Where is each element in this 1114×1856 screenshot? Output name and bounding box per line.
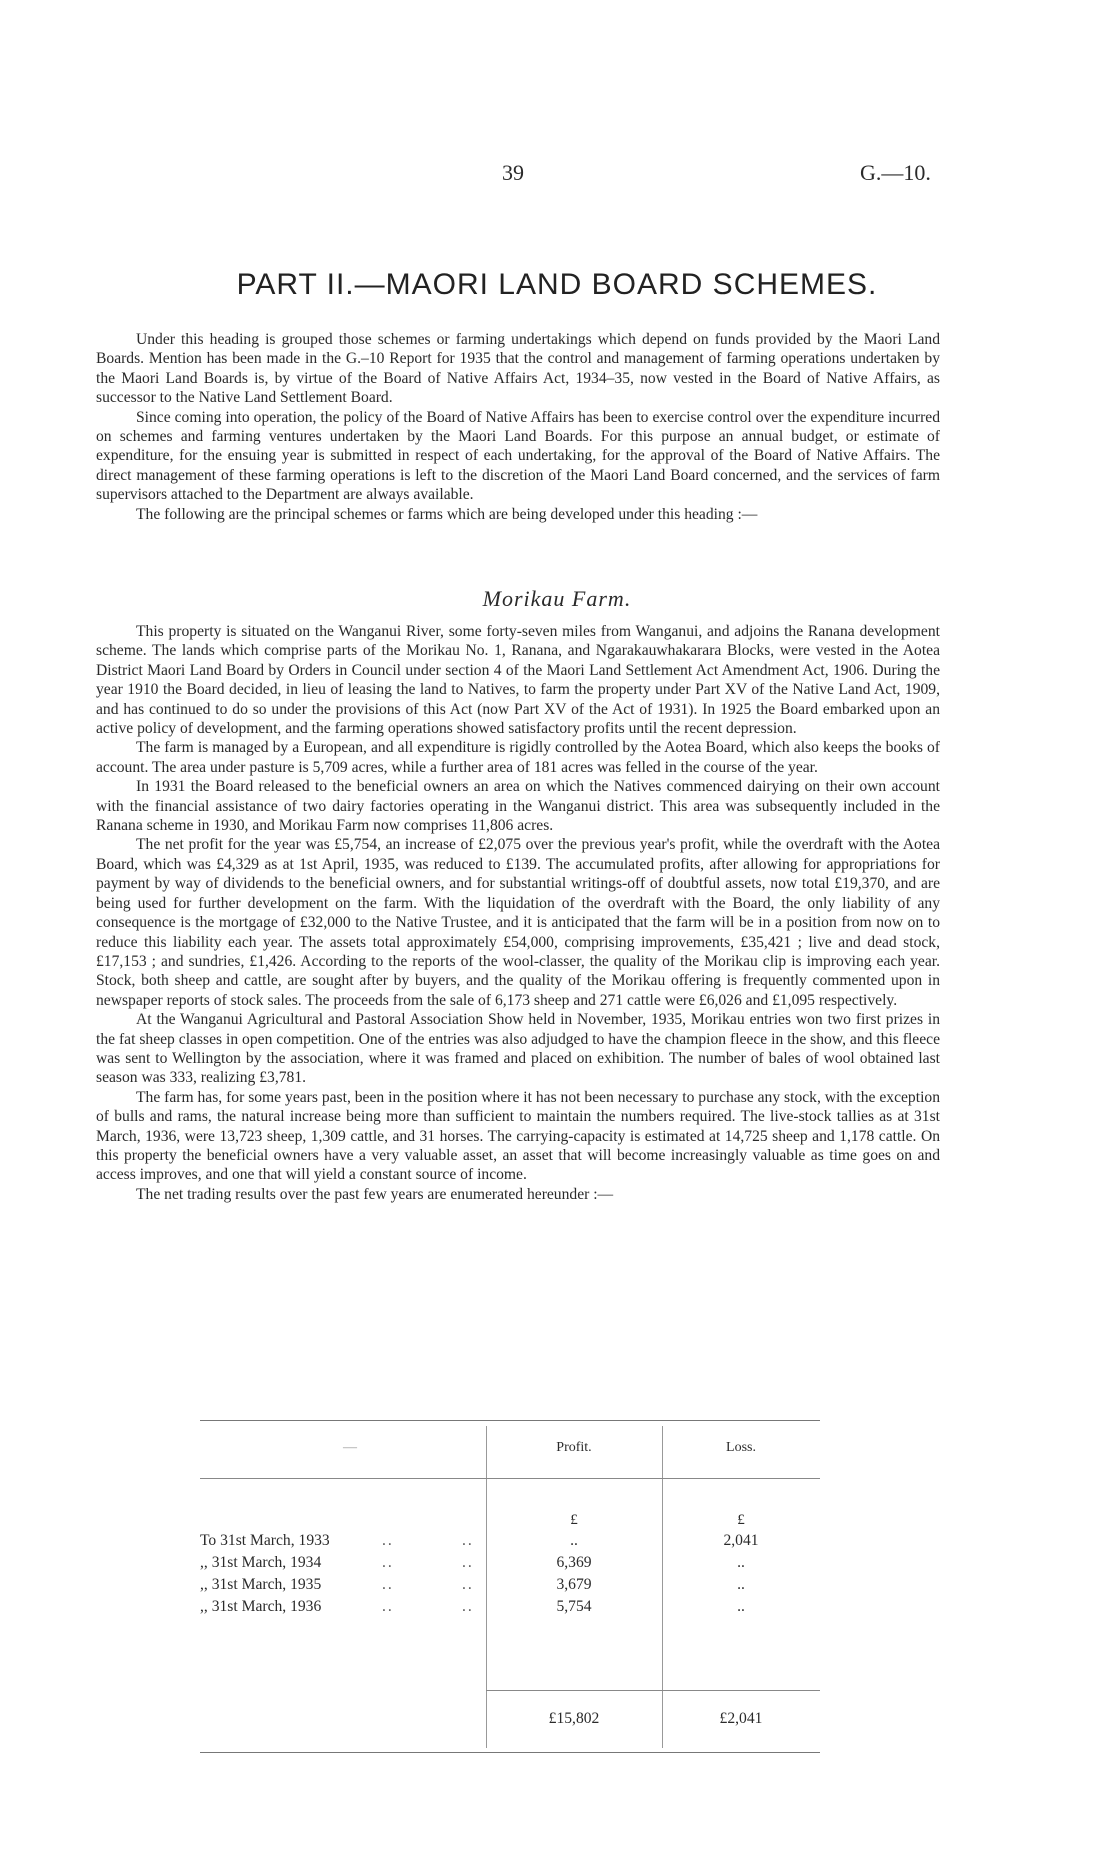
farm-paragraph: The net profit for the year was £5,754, an increase of £2,075 over the previous year's profit, while the overdraft with the Aotea Board, which was £4,329 as at 1st April, 1935, was reduced to £139. The accumulated profits, after allowing for appropriations for payment by way of dividends to the beneficial owners, and for substantial writings-off of doubtful assets, now total £19,370, and are being used for further development on the farm. With the liquidation of the overdraft with the Board, the only liability of any consequence is the mortgage of £32,000 to the Native Trustee, and it is anticipated that the farm will be in a position from now on to reduce this liability each year. The assets total approximately £54,000, comprising improvements, £35,421 ; live and dead stock, £17,153 ; and sundries, £1,426. According to the reports of the wool-classer, the quality of the Morikau clip is improving each year. Stock, both sheep and cattle, are sought after by buyers, and the quality of the Morikau offering is frequently commented upon in newspaper reports of stock sales. The proceeds from the sale of 6,173 sheep and 271 cattle were £6,026 and £1,095 respectively. <box>96 836 940 1009</box>
loss-currency-unit: £ <box>737 1512 745 1528</box>
loss-cell: .. <box>737 1576 745 1593</box>
total-profit-cell: £15,802 <box>548 1710 600 1727</box>
row-label: To 31st March, 1933 <box>200 1532 330 1549</box>
farm-paragraph: At the Wanganui Agricultural and Pastoral Association Show held in November, 1935, Morikau entries won two first prizes in the fat sheep classes in open competition. One of the entries was also adjudged to have the champion fleece in the show, and this fleece was sent to Wellington by the association, where it was framed and placed on exhibition. The number of bales of wool obtained last season was 333, realizing £3,781. <box>96 1011 940 1087</box>
profit-cell: 6,369 <box>556 1554 592 1571</box>
table-row <box>200 1554 820 1576</box>
report-code: G.—10. <box>860 160 931 185</box>
dot-leader: .. <box>382 1576 394 1593</box>
table-bottom-rule <box>200 1752 820 1753</box>
blank-column-header: — <box>343 1440 357 1455</box>
intro-paragraph: Since coming into operation, the policy of the Board of Native Affairs has been to exercise control over the expenditure incurred on schemes and farming ventures undertaken by the Maori Land Boards. For this purpose an annual budget, or estimate of expenditure, for the ensuing year is submitted in respect of each undertaking, for the approval of the Board of Native Affairs. The direct management of these farming operations is left to the discretion of the Maori Land Board concerned, and the services of farm supervisors attached to the Department are always available. <box>96 408 940 504</box>
page-number: 39 <box>502 160 524 185</box>
table-top-rule <box>200 1420 820 1421</box>
farm-paragraph: The net trading results over the past few years are enumerated hereunder :— <box>136 1185 614 1203</box>
table-sum-rule <box>486 1690 820 1691</box>
profit-cell: .. <box>570 1532 578 1549</box>
section-heading: Morikau Farm. <box>482 586 632 611</box>
total-loss-cell: £2,041 <box>719 1710 763 1727</box>
part-title: PART II.—MAORI LAND BOARD SCHEMES. <box>236 268 878 301</box>
loss-cell: 2,041 <box>723 1532 759 1549</box>
farm-paragraph: This property is situated on the Wanganui River, some forty-seven miles from Wanganui, and adjoins the Ranana development scheme. The lands which comprise parts of the Morikau No. 1, Ranana, and Ngarakauwhakarara Blocks, were vested in the Aotea District Maori Land Board by Orders in Council under section 4 of the Maori Land Settlement Act Amendment Act, 1906. During the year 1910 the Board decided, in lieu of leasing the land to Natives, to farm the property under Part XV of the Native Land Act, 1909, and has continued to do so under the provisions of this Act (now Part XV of the Act of 1931). In 1925 the Board embarked upon an active policy of development, and the farming operations showed satisfactory profits until the recent depression. <box>96 623 940 738</box>
dot-leader: .. <box>462 1576 474 1593</box>
intro-paragraph: Under this heading is grouped those schemes or farming undertakings which depend on funds provided by the Maori Land Boards. Mention has been made in the G.–10 Report for 1935 that the control and management of farming operations undertaken by the Maori Land Boards is, by virtue of the Board of Native Affairs Act, 1934–35, now vested in the Board of Native Affairs, as successor to the Native Land Settlement Board. <box>96 331 940 407</box>
farm-paragraph: The farm has, for some years past, been in the position where it has not been necessary to purchase any stock, with the exception of bulls and rams, the natural increase being more than sufficient to maintain the numbers required. The live-stock tallies as at 31st March, 1936, were 13,723 sheep, 1,309 cattle, and 31 horses. The carrying-capacity is estimated at 14,725 sheep and 1,178 cattle. On this property the beneficial owners have a very valuable asset, an asset that will become increasingly valuable as time goes on and access improves, and one that will yield a constant source of income. <box>96 1088 940 1184</box>
loss-column-header: Loss. <box>726 1440 756 1455</box>
dot-leader: .. <box>462 1598 474 1615</box>
loss-cell: .. <box>737 1598 745 1615</box>
farm-paragraph: In 1931 the Board released to the beneficial owners an area on which the Natives commenced dairying on their own account with the financial assistance of two dairy factories operating in the Wanganui district. This area was subsequently included in the Ranana scheme in 1930, and Morikau Farm now comprises 11,806 acres. <box>96 778 940 835</box>
table-body <box>200 1532 820 1620</box>
table-row <box>200 1532 820 1554</box>
loss-cell: .. <box>737 1554 745 1571</box>
row-label: ,, 31st March, 1935 <box>200 1576 322 1593</box>
dot-leader: .. <box>462 1554 474 1571</box>
profit-cell: 5,754 <box>556 1598 592 1615</box>
profit-cell: 3,679 <box>556 1576 592 1593</box>
table-row <box>200 1598 820 1620</box>
intro-paragraph: The following are the principal schemes or farms which are being developed under this heading :— <box>136 505 758 523</box>
profit-column-header: Profit. <box>556 1440 592 1455</box>
dot-leader: .. <box>462 1532 474 1549</box>
dot-leader: .. <box>382 1532 394 1549</box>
intro-section <box>96 330 940 524</box>
table-row <box>200 1576 820 1598</box>
profit-currency-unit: £ <box>570 1512 578 1528</box>
table-header-rule <box>200 1478 820 1479</box>
farm-section <box>96 622 940 1204</box>
dot-leader: .. <box>382 1598 394 1615</box>
farm-paragraph: The farm is managed by a European, and all expenditure is rigidly controlled by the Aotea Board, which also keeps the books of account. The area under pasture is 5,709 acres, while a further area of 181 acres was felled in the course of the year. <box>96 739 940 776</box>
row-label: ,, 31st March, 1934 <box>200 1554 322 1571</box>
row-label: ,, 31st March, 1936 <box>200 1598 322 1615</box>
dot-leader: .. <box>382 1554 394 1571</box>
